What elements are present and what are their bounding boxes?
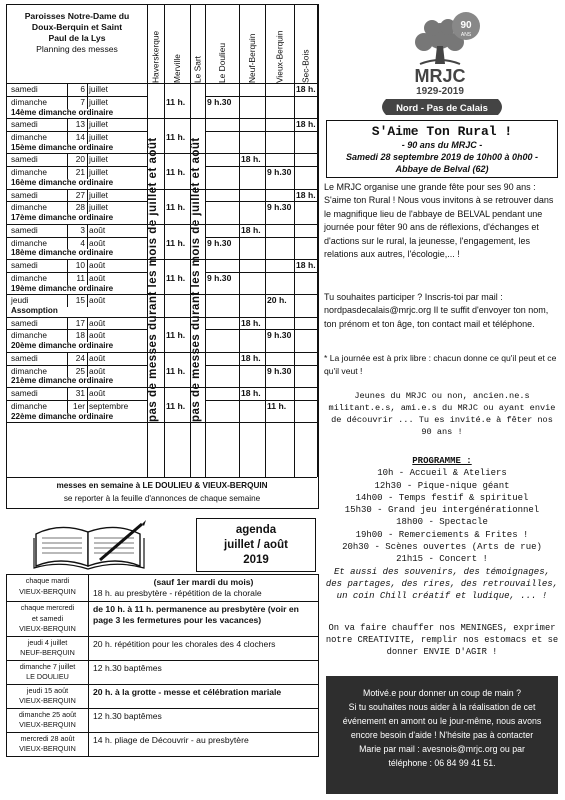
mass-time: 11 h. (166, 400, 186, 411)
row-date: 25 (75, 365, 85, 376)
agenda-when (7, 733, 89, 756)
agenda-when-line: VIEUX-BERQUIN (19, 696, 76, 705)
liturgical-day: 20ème dimanche ordinaire (11, 341, 114, 351)
schedule-row (7, 259, 147, 272)
row-day: samedi (11, 84, 38, 94)
mass-time: 11 h. (166, 272, 186, 283)
mass-time: 9 h.30 (267, 365, 292, 376)
mass-time: 11 h. (166, 330, 186, 341)
agenda-what (89, 733, 318, 756)
row-date: 11 (76, 272, 85, 283)
no-mass-notice: pas de messes durant les mois de juillet et août (190, 137, 202, 423)
row-month: août (89, 237, 106, 248)
schedule-row (7, 189, 147, 202)
cell-divider (87, 387, 88, 400)
programme-item: 15h30 - Grand jeu intergénérationnel (344, 505, 540, 516)
event-description: Le MRJC organise une grande fête pour ses 90 ans : S'aime ton Rural ! Nous vous invitons à se retrouver dans le magnifique lieu de l'abbaye de BELVAL pendant une journée pour fêter 90 ans de réflexions, d'échanges et d'actions sur le rural, la jeunesse, l'engagement, les relations aux autres, l'écologie,... ! (324, 182, 554, 260)
row-day: samedi (11, 224, 38, 235)
mass-time: 9 h.30 (267, 202, 292, 213)
agenda-row (7, 660, 318, 684)
agenda-what-line: 20 h. à la grotte - messe et célébration mariale (93, 686, 282, 697)
cell-divider (67, 83, 68, 96)
agenda-what (89, 602, 318, 636)
volunteer-box (326, 676, 558, 794)
extra-activities: Et aussi des souvenirs, des témoignages, des partages, des rires, des retrouvailles, un coin Chill créatif et ludique, ... ! (325, 566, 559, 602)
parish-header (7, 5, 147, 85)
row-month: juillet (89, 119, 108, 130)
liturgical-day: 15ème dimanche ordinaire (11, 142, 114, 152)
liturgical-day: 14ème dimanche ordinaire (11, 107, 114, 117)
column-header-vieux-berquin: Vieux-Berquin (274, 30, 285, 83)
mass-time: 11 h. (166, 96, 186, 107)
invitation-text: Jeunes du MRJC ou non, ancien.ne.s militant.e.s, ami.e.s du MRJC ou ayant envie de découvrir ... Tu es invité.e à fêter nos 90 ans ! (328, 391, 556, 437)
agenda-when-line: VIEUX-BERQUIN (19, 720, 76, 729)
agenda-when-line: VIEUX-BERQUIN (19, 586, 76, 596)
agenda-row (7, 601, 318, 636)
row-day: dimanche (11, 167, 47, 178)
agenda-row (7, 636, 318, 660)
row-date: 14 (75, 132, 85, 142)
programme-item: 20h30 - Scènes ouvertes (Arts de rue) (342, 542, 542, 553)
logo-years: 1929-2019 (416, 86, 464, 97)
row-month: juillet (89, 154, 108, 165)
mass-time: 9 h.30 (207, 237, 232, 248)
mrjc-logo (340, 6, 550, 121)
schedule-row (7, 153, 147, 166)
cell-divider (87, 83, 88, 96)
programme-item: 19h00 - Remerciements & Frites ! (355, 529, 529, 540)
row-day: dimanche (11, 237, 47, 248)
schedule-row (7, 83, 147, 96)
volunteer-text: Si tu souhaites nous aider à la réalisation de cet événement en amont ou le jour-même, nous avons encore besoin d'aide ! N'hésite pas à contacter (342, 702, 542, 740)
cell-divider (87, 153, 88, 166)
row-month: août (89, 388, 106, 398)
volunteer-title: Motivé.e pour donner un coup de main ? (363, 688, 521, 698)
mass-time: 11 h. (166, 132, 186, 142)
row-date: 1er (73, 400, 85, 411)
weekday-masses-note: messes en semaine à LE DOULIEU & VIEUX-BERQUIN (56, 481, 268, 490)
row-date: 18 (75, 330, 85, 341)
event-location: Abbaye de Belval (62) (395, 164, 489, 174)
agenda-when-line: dimanche 25 août (18, 709, 77, 719)
row-day: samedi (11, 154, 38, 165)
row-date: 31 (75, 388, 85, 398)
row-day: samedi (11, 260, 38, 270)
agenda-title-box (196, 518, 316, 572)
cell-divider (67, 259, 68, 272)
agenda-row (7, 684, 318, 708)
row-date: 7 (80, 96, 85, 107)
agenda-when-line: VIEUX-BERQUIN (19, 624, 76, 633)
cell-divider (67, 317, 68, 330)
agenda-what (89, 637, 318, 660)
volunteer-contact[interactable]: Marie par mail : avesnois@mrjc.org ou par téléphone : 06 84 99 41 51. (359, 744, 525, 768)
event-subtitle: - 90 ans du MRJC - (401, 140, 483, 150)
agenda-what (89, 709, 318, 732)
mass-time: 18 h. (241, 224, 261, 235)
open-book-icon (30, 516, 148, 570)
liturgical-day: 22ème dimanche ordinaire (11, 411, 114, 421)
schedule-row (7, 224, 147, 237)
cell-divider (87, 352, 88, 365)
row-date: 15 (75, 295, 85, 306)
row-day: jeudi (11, 295, 29, 306)
schedule-row (7, 387, 147, 400)
row-day: dimanche (11, 96, 47, 107)
mass-time: 9 h.30 (207, 96, 232, 107)
row-day: dimanche (11, 132, 47, 142)
mass-time: 11 h. (267, 400, 287, 411)
row-month: juillet (89, 189, 108, 200)
mass-time: 9 h.30 (207, 272, 232, 283)
agenda-when (7, 709, 89, 732)
mass-time: 18 h. (241, 317, 261, 328)
cell-divider (67, 153, 68, 166)
no-mass-notice: pas de messes durant les mois de juillet et août (147, 137, 159, 423)
meninges-text: On va faire chauffer nos MENINGES, exprimer notre CREATIVITE, remplir nos estomacs et se donner ENVIE D'AGIR ! (325, 623, 559, 657)
row-month: août (89, 330, 106, 341)
agenda-when-line: jeudi 15 août (26, 685, 69, 695)
row-date: 10 (75, 260, 85, 270)
agenda-what-line: 18 h. au presbytère - répétition de la chorale (93, 588, 262, 598)
mass-time: 18 h. (296, 260, 316, 270)
liturgical-day: 17ème dimanche ordinaire (11, 213, 114, 223)
agenda-what (89, 685, 318, 708)
cell-divider (87, 118, 88, 131)
parish-title-line: Doux-Berquin et Saint (31, 22, 123, 32)
row-month: août (89, 352, 106, 363)
event-date: Samedi 28 septembre 2019 de 10h00 à 0h00 - (345, 152, 539, 162)
programme-item: 18h00 - Spectacle (396, 517, 488, 528)
row-day: samedi (11, 388, 38, 398)
agenda-when-line: dimanche 7 juillet (19, 661, 76, 671)
row-divider (205, 166, 317, 167)
mass-time: 11 h. (166, 202, 186, 213)
programme-item: 14h00 - Temps festif & spirituel (355, 492, 529, 503)
footer-divider (7, 477, 317, 478)
agenda-what-line: 12 h.30 baptêmes (93, 710, 162, 721)
row-day: dimanche (11, 400, 47, 411)
agenda-row (7, 732, 318, 756)
mass-time: 11 h. (166, 365, 186, 376)
mass-time: 20 h. (267, 295, 287, 306)
column-header-le-sart: Le Sart (192, 55, 203, 83)
liturgical-day: 16ème dimanche ordinaire (11, 178, 114, 187)
row-day: dimanche (11, 202, 47, 213)
cell-divider (67, 294, 68, 307)
mass-time: 11 h. (166, 237, 186, 248)
row-month: août (89, 295, 106, 306)
agenda-what-line: 14 h. pliage de Découvrir - au presbytère (93, 734, 249, 745)
column-header-haverskerque: Haverskerque (150, 30, 161, 83)
cell-divider (87, 259, 88, 272)
row-date: 4 (80, 237, 85, 248)
row-month: juillet (89, 84, 108, 94)
row-month: août (89, 365, 106, 376)
schedule-row (7, 352, 147, 365)
cell-divider (67, 387, 68, 400)
row-divider (205, 131, 317, 132)
agenda-when-line: NEUF-BERQUIN (20, 648, 75, 657)
cell-divider (87, 294, 88, 307)
mass-time: 9 h.30 (267, 167, 292, 178)
cell-divider (67, 224, 68, 237)
agenda-what-line: 20 h. répétition pour les chorales des 4 clochers (93, 638, 276, 649)
agenda-what-line: de 10 h. à 11 h. permanence au presbytère (voir en page 3 les fermetures pour les vacances) (93, 604, 299, 625)
mass-schedule-table (6, 4, 319, 509)
agenda-when (7, 602, 89, 636)
row-month: août (89, 272, 106, 283)
mass-time: 18 h. (241, 352, 261, 363)
parish-title-line: Paroisses Notre-Dame du (24, 11, 130, 21)
agenda-period: juillet / août (224, 539, 288, 551)
row-month: juillet (89, 202, 108, 213)
schedule-row (7, 317, 147, 330)
liturgical-day: 21ème dimanche ordinaire (11, 376, 114, 386)
programme-item: 21h15 - Concert ! (396, 554, 488, 565)
cell-divider (87, 317, 88, 330)
mass-time: 18 h. (296, 84, 316, 94)
anniv-ans: ANS (460, 32, 472, 38)
row-month: juillet (89, 96, 108, 107)
registration-info: Tu souhaites participer ? Inscris-toi par mail : nordpasdecalais@mrjc.org Il te suffit d'envoyer ton nom, ton prénom et ton âge, ton contact mail et téléphone. (324, 292, 549, 329)
mass-time: 18 h. (241, 154, 261, 165)
agenda-when-line: chaque mardi (25, 576, 70, 585)
logo-word: MRJC (414, 66, 466, 86)
parish-title-line: Paul de la Lys (48, 33, 106, 43)
agenda-when-line: et samedi (31, 613, 64, 623)
row-month: août (89, 224, 106, 235)
row-divider (205, 329, 317, 330)
agenda-year: 2019 (243, 554, 269, 566)
mass-time: 11 h. (166, 167, 186, 178)
planning-label: Planning des messes (36, 44, 118, 54)
liturgical-day: 19ème dimanche ordinaire (11, 283, 114, 293)
row-date: 28 (75, 202, 85, 213)
row-month: août (89, 317, 106, 328)
agenda-when (7, 575, 89, 601)
programme-item: 10h - Accueil & Ateliers (377, 468, 507, 479)
agenda-what-line: (sauf 1er mardi du mois) (153, 577, 254, 587)
column-divider (317, 5, 318, 477)
agenda-what-line: 12 h.30 baptêmes (93, 662, 162, 673)
row-divider (205, 400, 317, 401)
cell-divider (67, 189, 68, 202)
schedule-row (7, 118, 147, 131)
region-banner: Nord - Pas de Calais (396, 103, 488, 114)
row-day: samedi (11, 189, 38, 200)
agenda-what (89, 661, 318, 684)
programme-block (324, 455, 560, 603)
agenda-when-line: LE DOULIEU (26, 672, 69, 681)
row-date: 17 (75, 317, 85, 328)
price-note: * La journée est à prix libre : chacun donne ce qu'il peut et ce qu'il veut ! (324, 353, 557, 377)
row-month: juillet (89, 167, 108, 178)
cell-divider (87, 189, 88, 202)
row-month: septembre (89, 400, 129, 411)
row-day: samedi (11, 119, 38, 130)
liturgical-day: Assomption (11, 306, 58, 315)
column-header-neuf-berquin: Neuf-Berquin (247, 33, 257, 83)
row-month: août (89, 260, 106, 270)
cell-divider (87, 224, 88, 237)
row-date: 13 (75, 119, 85, 130)
anniv-number: 90 (460, 20, 472, 31)
column-header-le-doulieu: Le Doulieu (217, 42, 227, 83)
row-day: dimanche (11, 330, 47, 341)
announcements-note: se reporter à la feuille d'annonces de chaque semaine (63, 494, 261, 503)
agenda-row (7, 708, 318, 732)
row-day: dimanche (11, 272, 47, 283)
row-divider (205, 201, 317, 202)
row-date: 24 (75, 352, 85, 363)
column-header-merville: Merville (172, 54, 182, 83)
agenda-what (89, 575, 318, 601)
agenda-when-line: jeudi 4 juillet (27, 637, 68, 647)
mass-time: 18 h. (241, 388, 261, 398)
agenda-when-line: chaque mercredi (20, 603, 75, 612)
liturgical-day: 18ème dimanche ordinaire (11, 248, 114, 258)
row-month: juillet (89, 132, 108, 142)
event-headline: S'Aime Ton Rural ! (371, 124, 513, 139)
cell-divider (67, 352, 68, 365)
row-day: samedi (11, 352, 38, 363)
row-divider (205, 365, 317, 366)
mass-time: 18 h. (296, 189, 316, 200)
agenda-when (7, 661, 89, 684)
agenda-when (7, 685, 89, 708)
programme-item: 12h30 - Pique-nique géant (374, 480, 510, 491)
cell-divider (67, 118, 68, 131)
agenda-row (7, 575, 318, 601)
row-day: samedi (11, 317, 38, 328)
agenda-when-line: mercredi 28 août (20, 733, 75, 743)
row-date: 6 (80, 84, 85, 94)
row-date: 20 (75, 154, 85, 165)
agenda-table (6, 574, 319, 757)
event-header-box (326, 120, 558, 178)
programme-title: PROGRAMME : (412, 456, 472, 466)
agenda-when (7, 637, 89, 660)
agenda-title: agenda (235, 524, 277, 536)
mass-time: 9 h.30 (267, 330, 292, 341)
row-date: 27 (75, 189, 85, 200)
column-header-sec-bois: Sec-Bois (300, 49, 311, 83)
row-day: dimanche (11, 365, 47, 376)
mass-time: 18 h. (296, 119, 316, 130)
row-date: 3 (80, 224, 85, 235)
agenda-when-line: VIEUX-BERQUIN (19, 744, 76, 753)
row-date: 21 (75, 167, 85, 178)
